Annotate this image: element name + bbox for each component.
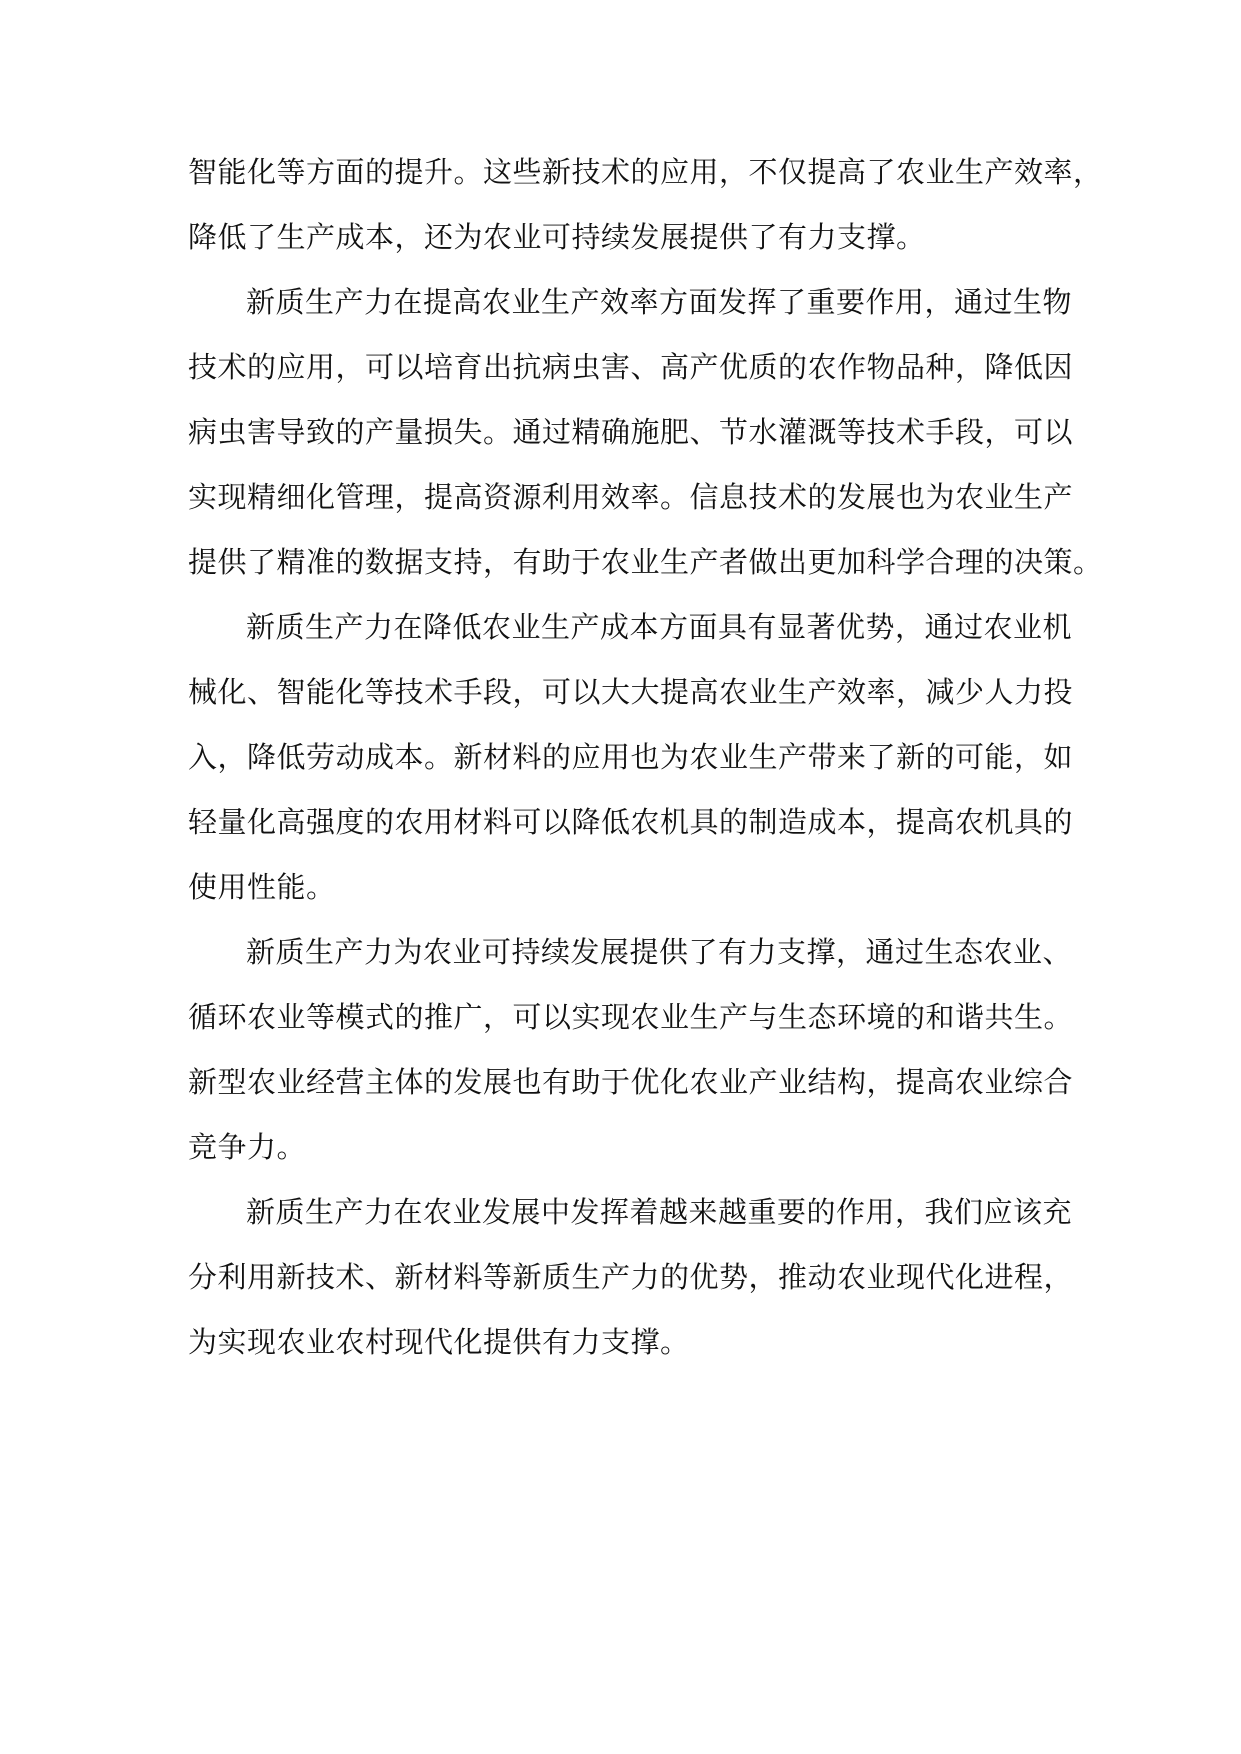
paragraph-line: 新质生产力在提高农业生产效率方面发挥了重要作用，通过生物 xyxy=(246,285,1073,319)
paragraph-line: 轻量化高强度的农用材料可以降低农机具的制造成本，提高农机具的 xyxy=(188,805,1074,839)
paragraph-line: 入，降低劳动成本。新材料的应用也为农业生产带来了新的可能，如 xyxy=(188,740,1074,774)
paragraph-5 xyxy=(188,1180,1074,1375)
paragraph-line: 为实现农业农村现代化提供有力支撑。 xyxy=(188,1325,690,1359)
paragraph-line: 竞争力。 xyxy=(188,1130,307,1164)
paragraph-line: 分利用新技术、新材料等新质生产力的优势，推动农业现代化进程， xyxy=(188,1260,1074,1294)
paragraph-line: 智能化等方面的提升。这些新技术的应用，不仅提高了农业生产效率， xyxy=(188,155,1103,189)
paragraph-line: 新质生产力在降低农业生产成本方面具有显著优势，通过农业机 xyxy=(246,610,1073,644)
paragraph-line: 提供了精准的数据支持，有助于农业生产者做出更加科学合理的决策。 xyxy=(188,545,1103,579)
paragraph-4 xyxy=(188,920,1074,1180)
paragraph-line: 新型农业经营主体的发展也有助于优化农业产业结构，提高农业综合 xyxy=(188,1065,1074,1099)
paragraph-line: 循环农业等模式的推广，可以实现农业生产与生态环境的和谐共生。 xyxy=(188,1000,1074,1034)
paragraph-line: 实现精细化管理，提高资源利用效率。信息技术的发展也为农业生产 xyxy=(188,480,1074,514)
document-body xyxy=(188,140,1103,1375)
paragraph-line: 械化、智能化等技术手段，可以大大提高农业生产效率，减少人力投 xyxy=(188,675,1074,709)
paragraph-line: 使用性能。 xyxy=(188,870,336,904)
paragraph-1 xyxy=(188,140,1103,270)
paragraph-line: 降低了生产成本，还为农业可持续发展提供了有力支撑。 xyxy=(188,220,926,254)
paragraph-line: 新质生产力在农业发展中发挥着越来越重要的作用，我们应该充 xyxy=(246,1195,1073,1229)
paragraph-2 xyxy=(188,270,1103,595)
paragraph-line: 技术的应用，可以培育出抗病虫害、高产优质的农作物品种，降低因 xyxy=(188,350,1074,384)
paragraph-3 xyxy=(188,595,1074,920)
paragraph-line: 病虫害导致的产量损失。通过精确施肥、节水灌溉等技术手段，可以 xyxy=(188,415,1074,449)
paragraph-line: 新质生产力为农业可持续发展提供了有力支撑，通过生态农业、 xyxy=(246,935,1073,969)
